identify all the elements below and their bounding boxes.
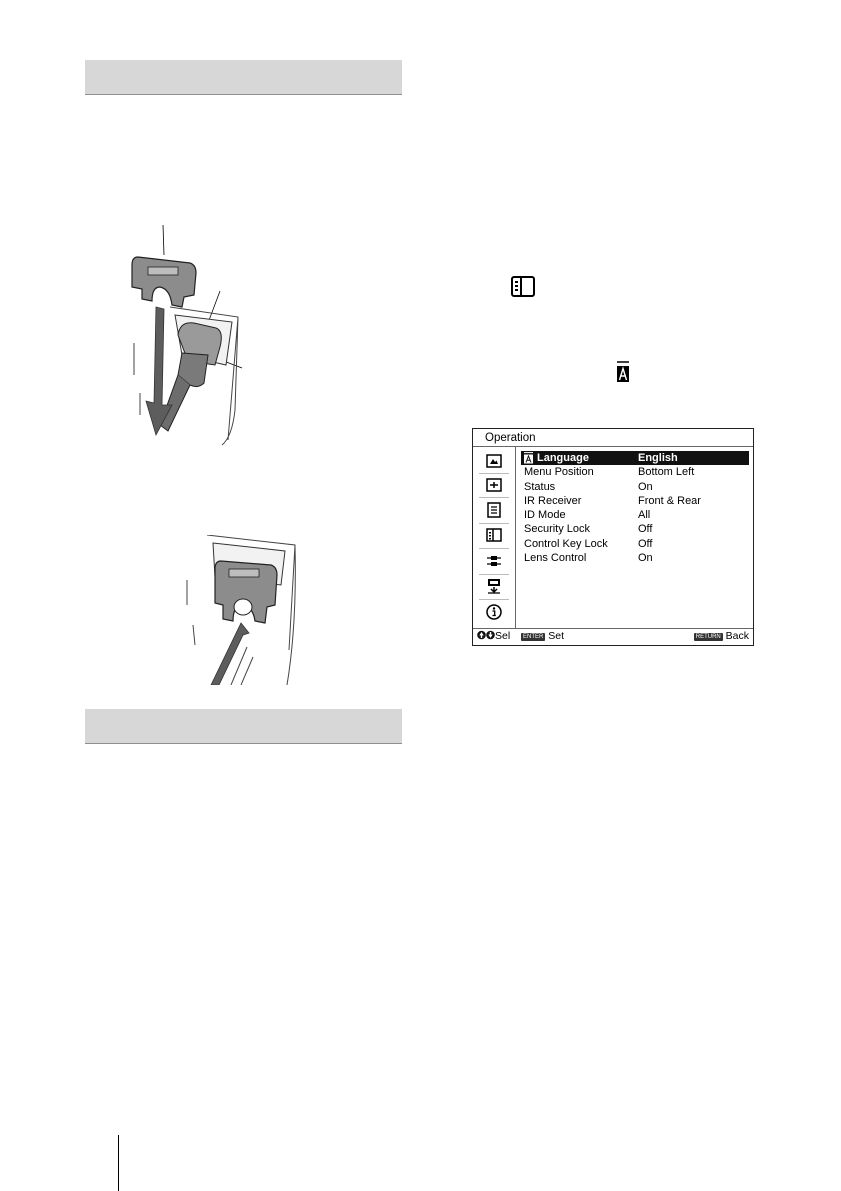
operation-menu-screen <box>472 428 754 646</box>
menu-item-label: ID Mode <box>524 509 566 522</box>
language-icon <box>616 361 630 388</box>
menu-title: Operation <box>485 432 536 444</box>
menu-category-sidebar <box>473 447 516 628</box>
page-margin-rule <box>118 1135 119 1191</box>
sel-label: Sel <box>495 630 511 642</box>
menu-footer <box>477 630 749 643</box>
operation-icon[interactable] <box>486 527 502 543</box>
return-key-badge: RETURN <box>695 634 721 640</box>
back-label: Back <box>725 630 749 642</box>
menu-item-label: IR Receiver <box>524 494 582 507</box>
select-hint <box>477 630 510 642</box>
menu-item-list <box>521 451 749 565</box>
information-icon[interactable] <box>486 604 502 620</box>
screen-icon[interactable] <box>486 477 502 493</box>
menu-item-value: On <box>638 552 653 565</box>
menu-item-value: Bottom Left <box>638 466 695 479</box>
menu-item-label: Security Lock <box>524 523 591 536</box>
menu-item-value: Front & Rear <box>638 494 701 507</box>
cover-attach-illustration <box>185 535 305 685</box>
operation-menu-icon <box>511 276 535 302</box>
menu-item-value: Off <box>638 523 653 536</box>
return-hint <box>694 630 749 642</box>
menu-item-value: All <box>638 509 651 522</box>
menu-item-lens-control[interactable] <box>521 551 749 565</box>
menu-item-label: Lens Control <box>524 552 587 565</box>
enter-key-badge: ENTER <box>523 634 544 640</box>
menu-item-label: Status <box>524 480 556 493</box>
installation-icon[interactable] <box>486 578 502 594</box>
menu-item-label: Control Key Lock <box>524 537 608 550</box>
menu-item-ir-receiver[interactable] <box>521 494 749 508</box>
menu-item-value: On <box>638 480 653 493</box>
menu-item-control-key-lock[interactable] <box>521 537 749 551</box>
connection-icon[interactable] <box>486 553 502 569</box>
section-heading-band-bottom <box>85 709 402 744</box>
cover-removal-illustration <box>120 225 260 450</box>
menu-item-security-lock[interactable] <box>521 522 749 536</box>
setup-icon[interactable] <box>486 502 502 518</box>
language-icon <box>523 452 534 464</box>
menu-item-label: Menu Position <box>524 466 594 479</box>
enter-hint <box>521 630 564 642</box>
section-heading-band-top <box>85 60 402 95</box>
menu-item-value: Off <box>638 537 653 550</box>
menu-item-value: English <box>638 452 678 464</box>
up-down-arrows-icon <box>477 630 495 640</box>
picture-icon[interactable] <box>486 453 502 469</box>
menu-item-id-mode[interactable] <box>521 508 749 522</box>
menu-footer-divider <box>473 628 753 629</box>
menu-item-menu-position[interactable] <box>521 465 749 479</box>
menu-item-label: Language <box>537 452 589 464</box>
menu-item-status[interactable] <box>521 480 749 494</box>
menu-item-language[interactable] <box>521 451 749 465</box>
set-label: Set <box>548 630 565 642</box>
